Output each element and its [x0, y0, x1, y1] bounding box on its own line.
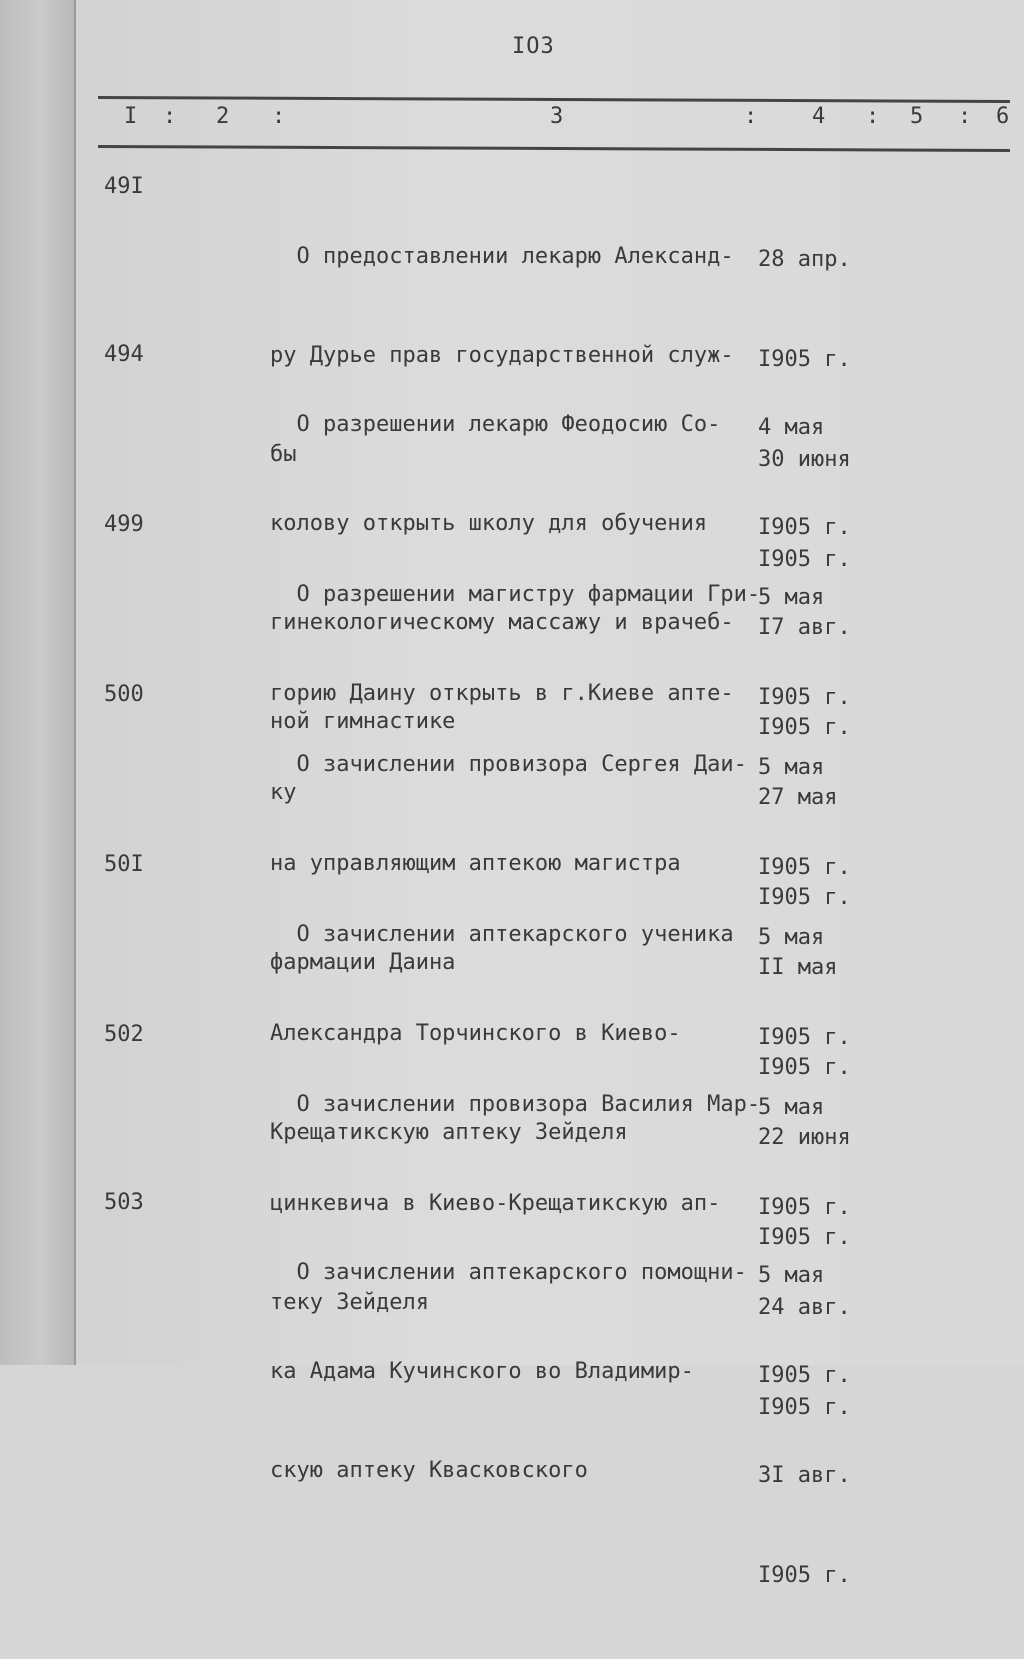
date-line: I905 г.: [758, 1055, 851, 1080]
title-line: О разрешении лекарю Феодосию Со-: [270, 412, 721, 437]
date-line: I905 г.: [758, 547, 851, 572]
date-line: 28 апр.: [758, 247, 851, 272]
title-line: колову открыть школу для обучения: [270, 511, 708, 536]
date-line: 5 мая: [758, 1095, 825, 1120]
entry-title: [270, 1190, 760, 1553]
column-header-3: 3: [550, 104, 564, 129]
date-line: I905 г.: [758, 347, 851, 372]
title-line: О зачислении провизора Василия Мар-: [270, 1092, 761, 1117]
column-separator: :: [866, 104, 880, 129]
date-line: II мая: [758, 955, 838, 980]
date-line: I905 г.: [758, 885, 851, 910]
title-line: ку: [270, 780, 297, 805]
entry-dates: [758, 1192, 851, 1659]
date-line: I905 г.: [758, 1395, 851, 1420]
column-header-6: 6: [996, 104, 1010, 129]
title-line: ной гимнастике: [270, 709, 456, 734]
date-line: 3I авг.: [758, 1463, 851, 1488]
entry-number: 50I: [104, 852, 144, 877]
date-line: 22 июня: [758, 1125, 851, 1150]
title-line: теку Зейделя: [270, 1290, 429, 1315]
title-line: О зачислении аптекарского ученика: [270, 922, 734, 947]
title-line: фармации Даина: [270, 950, 456, 975]
date-line: I905 г.: [758, 855, 851, 880]
date-line: 5 мая: [758, 1263, 825, 1288]
page-number: IO3: [512, 34, 555, 59]
column-separator: :: [744, 104, 758, 129]
title-line: горию Даину открыть в г.Киеве апте-: [270, 681, 734, 706]
title-line: О зачислении провизора Сергея Даи-: [270, 752, 747, 777]
date-line: I905 г.: [758, 685, 851, 710]
date-line: 5 мая: [758, 585, 825, 610]
book-binding: [0, 0, 74, 1365]
entry-number: 499: [104, 512, 144, 537]
column-separator: :: [163, 104, 177, 129]
date-line: 5 мая: [758, 925, 825, 950]
entry-number: 500: [104, 682, 144, 707]
title-line: О предоставлении лекарю Александ-: [270, 244, 734, 269]
date-line: I905 г.: [758, 1363, 851, 1388]
title-line: гинекологическому массажу и врачеб-: [270, 610, 734, 635]
title-line: О разрешении магистру фармации Гри-: [270, 582, 761, 607]
date-line: 24 авг.: [758, 1295, 851, 1320]
date-line: I905 г.: [758, 515, 851, 540]
column-header-5: 5: [910, 104, 924, 129]
title-line: на управляющим аптекою магистра: [270, 851, 681, 876]
title-line: цинкевича в Киево-Крещатикскую ап-: [270, 1191, 721, 1216]
title-line: Александра Торчинского в Киево-: [270, 1021, 681, 1046]
date-line: 27 мая: [758, 785, 838, 810]
column-separator: :: [272, 104, 286, 129]
entry-number: 49I: [104, 174, 144, 199]
title-line: О зачислении аптекарского помощни-: [270, 1260, 747, 1285]
date-line: 4 мая: [758, 415, 825, 440]
date-line: I905 г.: [758, 1025, 851, 1050]
title-line: бы: [270, 442, 297, 467]
column-header-1: I: [124, 104, 138, 129]
date-line: 5 мая: [758, 755, 825, 780]
entry-number: 494: [104, 342, 144, 367]
entry-number: 502: [104, 1022, 144, 1047]
date-line: I905 г.: [758, 1563, 851, 1588]
title-line: ру Дурье прав государственной служ-: [270, 343, 734, 368]
column-separator: :: [958, 104, 972, 129]
title-line: ка Адама Кучинского во Владимир-: [270, 1359, 694, 1384]
entry-number: 503: [104, 1190, 144, 1215]
title-line: Крещатикскую аптеку Зейделя: [270, 1120, 628, 1145]
date-line: 30 июня: [758, 447, 851, 472]
column-header-2: 2: [216, 104, 230, 129]
column-header-4: 4: [812, 104, 826, 129]
date-line: I905 г.: [758, 1195, 851, 1220]
date-line: I905 г.: [758, 715, 851, 740]
date-line: I905 г.: [758, 1225, 851, 1250]
date-line: I7 авг.: [758, 615, 851, 640]
title-line: скую аптеку Квасковского: [270, 1458, 588, 1483]
